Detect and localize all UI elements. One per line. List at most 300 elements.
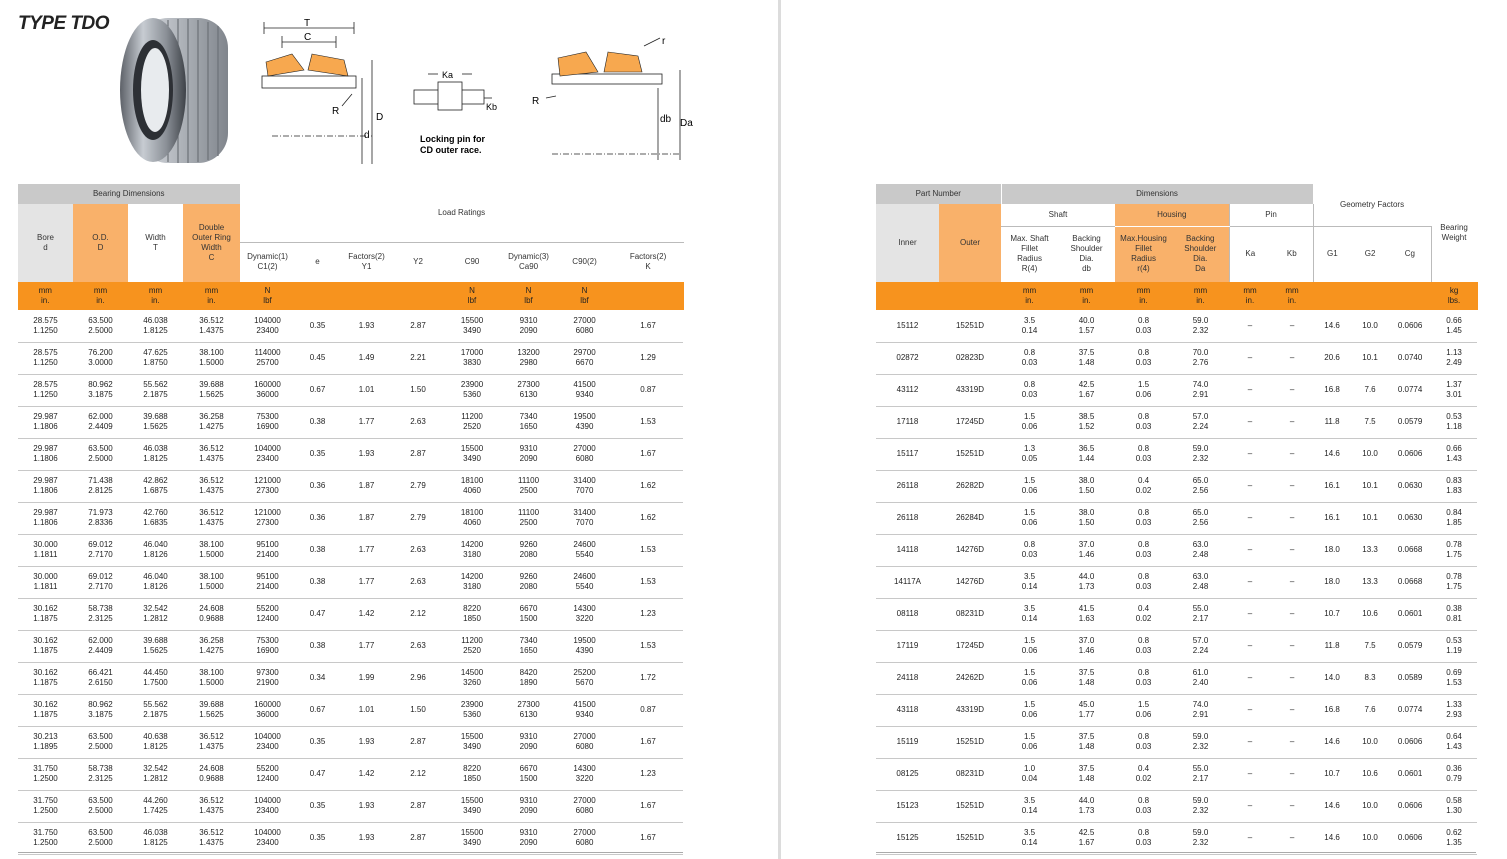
table-row [18,758,683,790]
table-cell: 08125 [876,758,939,790]
table-cell: 14300 3220 [556,758,613,790]
table-cell: 59.0 2.32 [1172,726,1229,758]
dim-Kb-label: Kb [486,102,498,112]
table-cell: 1.0 0.04 [1001,758,1058,790]
table-cell: 42.5 1.67 [1058,822,1115,854]
table-cell: 1.93 [340,822,393,854]
mounting-diagram [524,30,694,170]
table-cell: 16.1 [1313,502,1351,534]
table-cell: 15112 [876,310,939,342]
table-cell: 66.421 2.6150 [73,662,128,694]
table-cell: 29.987 1.1806 [18,470,73,502]
table-row [876,598,1477,630]
table-row [876,726,1477,758]
table-cell: 36.512 1.4375 [183,310,240,342]
table-cell: – [1271,758,1313,790]
table-cell: 121000 27300 [240,502,295,534]
table-cell: 0.8 0.03 [1115,662,1172,694]
table-cell: 1.49 [340,342,393,374]
table-cell: 0.67 [295,694,340,726]
table-cell: 38.0 1.50 [1058,470,1115,502]
col-g1: G1 [1313,226,1351,282]
table-cell: 24118 [876,662,939,694]
table-cell: 0.0606 [1389,822,1431,854]
table-cell: 17245D [939,630,1001,662]
table-cell: 26282D [939,470,1001,502]
table-cell: 0.35 [295,438,340,470]
table-cell: 0.0668 [1389,534,1431,566]
dim-Ka-label: Ka [442,70,454,80]
table-cell: 2.87 [393,438,443,470]
table-cell: 28.575 1.1250 [18,374,73,406]
table-cell: 7.5 [1351,406,1389,438]
table-cell: 36.258 1.4275 [183,630,240,662]
dim-r-label: r [662,36,666,47]
table-cell: 38.100 1.5000 [183,342,240,374]
table-cell: 1.67 [613,438,683,470]
table-cell: 0.64 1.43 [1431,726,1477,758]
table-cell: 0.8 0.03 [1115,726,1172,758]
table-cell: 59.0 2.32 [1172,310,1229,342]
table-cell: 6670 1500 [501,758,556,790]
table-cell: 55.562 2.1875 [128,374,183,406]
table-cell: 38.5 1.52 [1058,406,1115,438]
table-row [876,662,1477,694]
col-shaft-backing: Backing Shoulder Dia. db [1058,226,1115,282]
table-cell: 08118 [876,598,939,630]
table-cell: – [1229,822,1271,854]
table-cell: 27000 6080 [556,822,613,854]
table-cell: 1.67 [613,822,683,854]
table-cell: – [1271,406,1313,438]
table-cell: 0.0606 [1389,438,1431,470]
table-cell: 71.438 2.8125 [73,470,128,502]
col-c90-2: C90(2) [572,257,597,267]
col-bore: Bore d [18,204,73,282]
table-cell: 160000 36000 [240,694,295,726]
table-cell: 0.0774 [1389,694,1431,726]
table-bottom-rule [18,852,683,853]
col-dynamic-c1: Dynamic(1) C1(2) [247,252,288,272]
table-cell: 10.0 [1351,726,1389,758]
table-cell: 0.0740 [1389,342,1431,374]
col-housing-backing: Backing Shoulder Dia. Da [1172,226,1229,282]
table-cell: 46.038 1.8125 [128,310,183,342]
table-cell: 1.53 [613,534,683,566]
table-cell: 47.625 1.8750 [128,342,183,374]
table-cell: 95100 21400 [240,566,295,598]
table-cell: 1.01 [340,694,393,726]
table-row [876,406,1477,438]
table-cell: 6670 1500 [501,598,556,630]
table-cell: 1.62 [613,470,683,502]
table-cell: 32.542 1.2812 [128,758,183,790]
table-cell: 13.3 [1351,566,1389,598]
table-cell: 27300 6130 [501,694,556,726]
table-cell: 14276D [939,534,1001,566]
table-cell: 1.53 [613,566,683,598]
right-unit-cell: mm in. [1001,282,1058,310]
table-cell: 75300 16900 [240,406,295,438]
table-cell: 02872 [876,342,939,374]
table-row [18,662,683,694]
table-cell: 9310 2090 [501,822,556,854]
table-cell: 8.3 [1351,662,1389,694]
table-cell: 7340 1650 [501,406,556,438]
table-cell: 1.5 0.06 [1001,406,1058,438]
table-cell: 28.575 1.1250 [18,310,73,342]
col-factors-k: Factors(2) K [629,252,667,272]
table-cell: 61.0 2.40 [1172,662,1229,694]
table-cell: 15251D [939,790,1001,822]
table-cell: 31.750 1.2500 [18,758,73,790]
table-cell: 2.12 [393,758,443,790]
table-cell: 24.608 0.9688 [183,758,240,790]
table-cell: 1.5 0.06 [1115,374,1172,406]
table-row [18,630,683,662]
table-row [18,438,683,470]
table-cell: 0.83 1.83 [1431,470,1477,502]
table-cell: 2.63 [393,406,443,438]
left-unit-cell [613,282,683,310]
housing-header: Housing [1115,204,1229,226]
table-cell: 0.34 [295,662,340,694]
table-cell: 10.1 [1351,342,1389,374]
table-cell: 8220 1850 [443,758,501,790]
table-cell: – [1271,822,1313,854]
table-cell: 46.038 1.8125 [128,438,183,470]
col-outer: Outer [939,204,1001,282]
table-cell: 14.6 [1313,310,1351,342]
table-cell: 30.000 1.1811 [18,566,73,598]
table-cell: 02823D [939,342,1001,374]
table-cell: 63.0 2.48 [1172,566,1229,598]
table-cell: 0.0601 [1389,598,1431,630]
right-unit-cell: mm in. [1271,282,1313,310]
table-cell: 70.0 2.76 [1172,342,1229,374]
table-row [876,758,1477,790]
dim-R-label: R [332,106,340,117]
table-cell: 1.29 [613,342,683,374]
table-cell: – [1271,630,1313,662]
table-cell: 0.0630 [1389,470,1431,502]
table-cell: 15119 [876,726,939,758]
table-cell: 160000 36000 [240,374,295,406]
table-cell: 36.512 1.4375 [183,822,240,854]
table-row [876,502,1477,534]
table-cell: – [1229,374,1271,406]
table-cell: 1.5 0.06 [1001,726,1058,758]
table-cell: 19500 4390 [556,406,613,438]
table-row [18,790,683,822]
table-cell: 14.6 [1313,726,1351,758]
table-cell: 75300 16900 [240,630,295,662]
table-cell: 46.040 1.8126 [128,566,183,598]
table-cell: 63.500 2.5000 [73,438,128,470]
table-cell: 26118 [876,470,939,502]
table-cell: 63.500 2.5000 [73,790,128,822]
table-cell: 44.0 1.73 [1058,790,1115,822]
table-cell: 2.12 [393,598,443,630]
table-cell: 0.38 [295,566,340,598]
table-cell: 0.78 1.75 [1431,534,1477,566]
table-cell: 1.77 [340,630,393,662]
table-cell: 15251D [939,438,1001,470]
pin-header: Pin [1229,204,1313,226]
table-cell: 23900 5360 [443,694,501,726]
table-cell: – [1271,438,1313,470]
table-cell: – [1229,310,1271,342]
table-cell: 0.47 [295,598,340,630]
locking-pin-diagram [408,60,500,160]
table-cell: 43319D [939,374,1001,406]
table-cell: – [1229,662,1271,694]
table-cell: 10.7 [1313,758,1351,790]
table-cell: 42.862 1.6875 [128,470,183,502]
table-cell: 65.0 2.56 [1172,502,1229,534]
table-cell: 1.99 [340,662,393,694]
table-cell: – [1271,534,1313,566]
table-cell: 2.96 [393,662,443,694]
right-unit-cell: kg lbs. [1431,282,1477,310]
table-cell: – [1229,630,1271,662]
left-unit-cell [295,282,340,310]
table-cell: 95100 21400 [240,534,295,566]
table-row [876,534,1477,566]
table-cell: – [1271,662,1313,694]
table-cell: 37.5 1.48 [1058,758,1115,790]
table-cell: 26284D [939,502,1001,534]
table-cell: – [1229,566,1271,598]
table-cell: 14200 3180 [443,566,501,598]
left-unit-cell: N lbf [501,282,556,310]
table-cell: 16.8 [1313,694,1351,726]
table-cell: 62.000 2.4409 [73,630,128,662]
right-unit-cell [1351,282,1389,310]
table-cell: 63.0 2.48 [1172,534,1229,566]
table-cell: 11200 2520 [443,630,501,662]
table-cell: 0.66 1.43 [1431,438,1477,470]
table-cell: 1.01 [340,374,393,406]
dimensions-header: Dimensions [1001,184,1313,204]
table-cell: 30.213 1.1895 [18,726,73,758]
table-cell: 1.5 0.06 [1001,502,1058,534]
table-cell: 15500 3490 [443,310,501,342]
table-cell: 8220 1850 [443,598,501,630]
table-cell: 1.5 0.06 [1001,694,1058,726]
dim-d-label: d [364,130,370,141]
table-cell: 2.63 [393,534,443,566]
table-cell: 13200 2980 [501,342,556,374]
table-cell: 36.512 1.4375 [183,438,240,470]
table-cell: 2.79 [393,502,443,534]
table-cell: 37.5 1.48 [1058,342,1115,374]
col-c90: C90 [464,257,480,267]
left-unit-cell: mm in. [128,282,183,310]
table-cell: 27300 6130 [501,374,556,406]
col-factors-y1: Factors(2) Y1 [348,252,385,272]
table-cell: 1.5 0.06 [1001,470,1058,502]
table-cell: 1.62 [613,502,683,534]
table-cell: 0.0630 [1389,502,1431,534]
table-cell: 1.72 [613,662,683,694]
table-cell: 36.512 1.4375 [183,502,240,534]
table-cell: 15500 3490 [443,790,501,822]
table-cell: 27000 6080 [556,726,613,758]
table-cell: 2.87 [393,310,443,342]
table-cell: 1.42 [340,758,393,790]
dim-R2-label: R [532,96,540,107]
table-cell: 1.67 [613,726,683,758]
table-cell: 1.53 [613,630,683,662]
table-cell: 10.0 [1351,822,1389,854]
table-cell: 9310 2090 [501,438,556,470]
table-cell: 0.87 [613,694,683,726]
right-unit-cell: mm in. [1115,282,1172,310]
table-row [876,374,1477,406]
table-cell: 24600 5540 [556,534,613,566]
table-cell: 16.1 [1313,470,1351,502]
table-cell: – [1229,758,1271,790]
table-cell: 1.3 0.05 [1001,438,1058,470]
table-cell: 0.67 [295,374,340,406]
table-cell: 11100 2500 [501,502,556,534]
table-cell: 55.0 2.17 [1172,598,1229,630]
table-cell: – [1271,790,1313,822]
cross-section-diagram [252,14,398,174]
table-cell: 24262D [939,662,1001,694]
table-cell: 7.6 [1351,374,1389,406]
table-cell: 104000 23400 [240,790,295,822]
table-cell: 3.5 0.14 [1001,822,1058,854]
table-cell: 1.87 [340,470,393,502]
table-cell: 30.162 1.1875 [18,662,73,694]
table-cell: 10.1 [1351,502,1389,534]
table-cell: 65.0 2.56 [1172,470,1229,502]
table-row [18,534,683,566]
table-cell: 57.0 2.24 [1172,406,1229,438]
table-cell: 0.8 0.03 [1115,566,1172,598]
dim-T-label: T [304,18,311,29]
table-cell: 14.6 [1313,438,1351,470]
table-cell: – [1229,726,1271,758]
table-cell: 39.688 1.5625 [183,694,240,726]
table-cell: 63.500 2.5000 [73,310,128,342]
table-cell: 10.7 [1313,598,1351,630]
table-cell: 11.8 [1313,630,1351,662]
table-cell: 15117 [876,438,939,470]
table-cell: 15123 [876,790,939,822]
table-cell: 38.100 1.5000 [183,662,240,694]
table-cell: 10.0 [1351,438,1389,470]
table-cell: 114000 25700 [240,342,295,374]
table-cell: 0.36 [295,502,340,534]
table-cell: – [1229,438,1271,470]
table-row [876,438,1477,470]
table-cell: 1.93 [340,790,393,822]
table-cell: 1.93 [340,310,393,342]
table-cell: 15251D [939,310,1001,342]
right-unit-cell [1389,282,1431,310]
bearing-dimensions-header: Bearing Dimensions [18,184,240,204]
table-cell: 17000 3830 [443,342,501,374]
table-cell: 08231D [939,598,1001,630]
table-cell: 58.738 2.3125 [73,598,128,630]
table-cell: 0.38 0.81 [1431,598,1477,630]
table-cell: 59.0 2.32 [1172,822,1229,854]
table-cell: 2.87 [393,726,443,758]
table-cell: 1.33 2.93 [1431,694,1477,726]
table-cell: 1.77 [340,566,393,598]
table-cell: 43319D [939,694,1001,726]
table-cell: – [1271,374,1313,406]
table-cell: 11100 2500 [501,470,556,502]
table-cell: 26118 [876,502,939,534]
table-cell: 3.5 0.14 [1001,566,1058,598]
table-row [876,630,1477,662]
table-cell: 30.000 1.1811 [18,534,73,566]
table-cell: 31400 7070 [556,470,613,502]
table-cell: 71.973 2.8336 [73,502,128,534]
table-cell: 1.93 [340,726,393,758]
table-cell: – [1271,502,1313,534]
table-cell: – [1229,342,1271,374]
table-cell: 0.8 0.03 [1115,342,1172,374]
table-cell: 36.512 1.4375 [183,726,240,758]
table-cell: 2.87 [393,822,443,854]
table-cell: 0.4 0.02 [1115,470,1172,502]
table-cell: 0.8 0.03 [1001,374,1058,406]
table-cell: 0.38 [295,630,340,662]
shaft-header: Shaft [1001,204,1115,226]
right-unit-cell [1313,282,1351,310]
table-cell: 1.87 [340,502,393,534]
table-cell: 45.0 1.77 [1058,694,1115,726]
table-cell: 1.67 [613,310,683,342]
table-cell: 44.0 1.73 [1058,566,1115,598]
col-inner: Inner [876,204,939,282]
table-cell: 36.5 1.44 [1058,438,1115,470]
col-od: O.D. D [73,204,128,282]
col-e: e [315,257,320,267]
table-cell: 31.750 1.2500 [18,790,73,822]
table-cell: 63.500 2.5000 [73,726,128,758]
right-unit-cell [876,282,939,310]
units-row [18,282,683,310]
table-cell: 44.260 1.7425 [128,790,183,822]
table-cell: – [1229,470,1271,502]
table-cell: – [1271,598,1313,630]
col-double-outer-ring: Double Outer Ring Width C [183,204,240,282]
table-cell: 104000 23400 [240,726,295,758]
table-cell: 80.962 3.1875 [73,694,128,726]
table-cell: 18.0 [1313,566,1351,598]
right-unit-cell: mm in. [1229,282,1271,310]
table-cell: 37.0 1.46 [1058,630,1115,662]
table-row [18,502,683,534]
table-cell: 0.35 [295,790,340,822]
table-cell: 20.6 [1313,342,1351,374]
table-cell: 38.100 1.5000 [183,566,240,598]
table-cell: 3.5 0.14 [1001,790,1058,822]
table-cell: 1.53 [613,406,683,438]
table-cell: 57.0 2.24 [1172,630,1229,662]
table-cell: 62.000 2.4409 [73,406,128,438]
dim-db-label: db [660,114,672,125]
table-cell: 14118 [876,534,939,566]
table-cell: 14.6 [1313,822,1351,854]
table-cell: 15500 3490 [443,726,501,758]
